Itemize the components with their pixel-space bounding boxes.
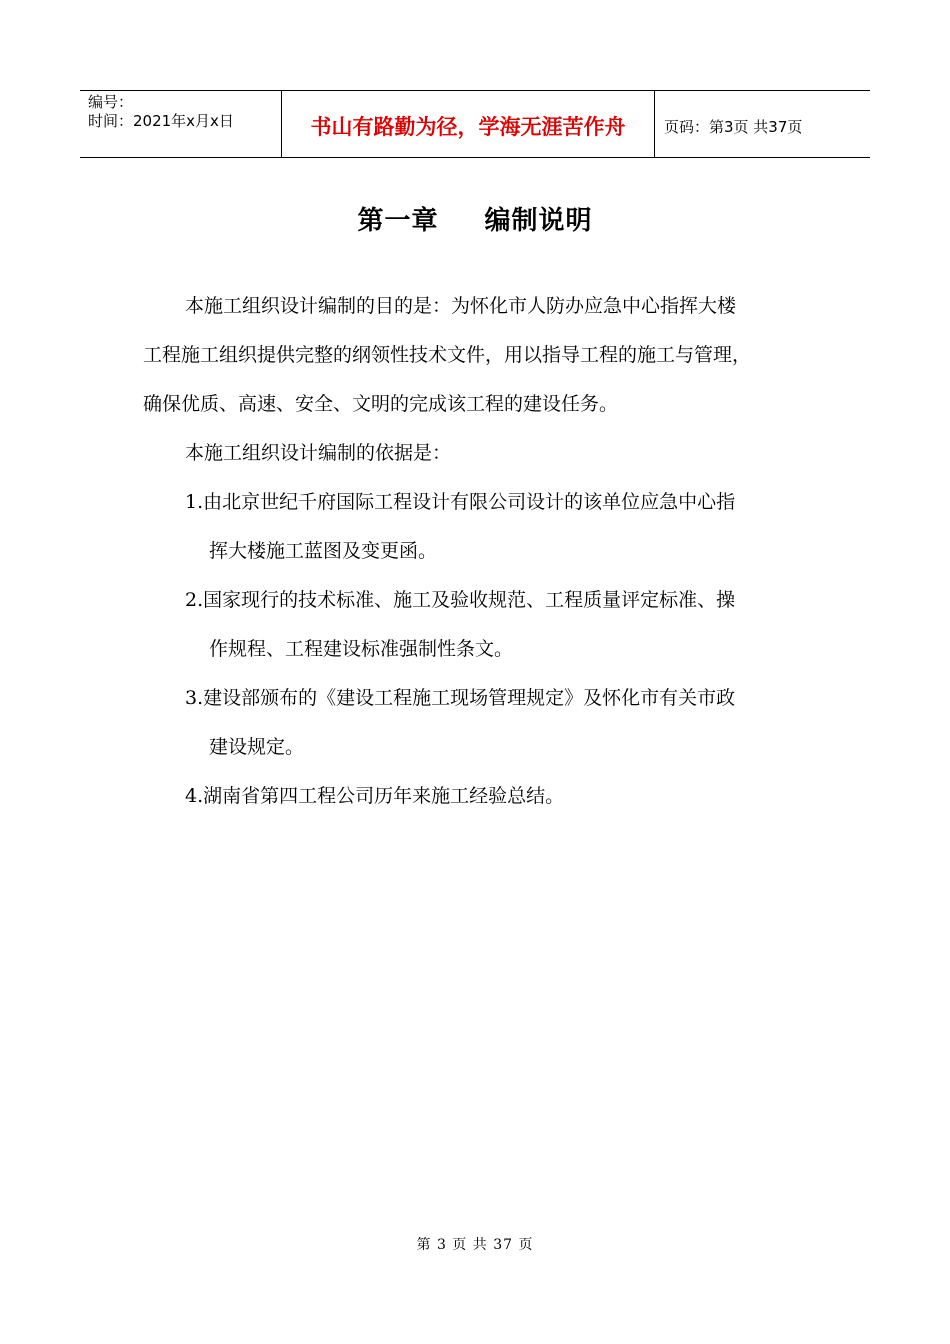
purpose-line-2: 工程施工组织提供完整的纲领性技术文件，用以指导工程的施工与管理，	[143, 344, 752, 366]
basis-item-text: 湖南省第四工程公司历年来施工经验总结。	[203, 785, 565, 807]
basis-item-number: 4.	[185, 785, 204, 807]
basis-item-number: 1.	[185, 491, 204, 513]
basis-item-number: 3.	[185, 687, 204, 709]
basis-item-text: 建设部颁布的《建设工程施工现场管理规定》及怀化市有关市政	[203, 687, 736, 709]
purpose-line-3: 确保优质、高速、安全、文明的完成该工程的建设任务。	[143, 393, 619, 415]
page-header	[80, 90, 870, 158]
document-time-label: 时间：2021年x月x日	[88, 112, 234, 130]
chapter-title	[0, 200, 950, 237]
chapter-name: 编制说明	[484, 206, 593, 236]
basis-item-text-cont: 挥大楼施工蓝图及变更函。	[209, 540, 438, 562]
basis-item-text: 国家现行的技术标准、施工及验收规范、工程质量评定标准、操	[203, 589, 736, 611]
basis-item-text-cont: 建设规定。	[209, 736, 305, 758]
chapter-number: 第一章	[357, 206, 439, 236]
header-meta-cell	[80, 91, 281, 157]
header-page-info: 页码：第3页 共37页	[664, 117, 803, 136]
document-body	[143, 282, 803, 821]
header-motto: 书山有路勤为径，学海无涯苦作舟	[281, 91, 655, 157]
basis-item-2	[143, 576, 803, 674]
basis-intro: 本施工组织设计编制的依据是：	[185, 442, 452, 464]
document-number-label: 编号：	[88, 93, 134, 111]
basis-item-3	[143, 674, 803, 772]
purpose-paragraph	[143, 282, 803, 429]
basis-item-number: 2.	[185, 589, 204, 611]
basis-item-4	[143, 772, 803, 821]
basis-item-text: 由北京世纪千府国际工程设计有限公司设计的该单位应急中心指	[203, 491, 736, 513]
page-footer: 第 3 页 共 37 页	[416, 1237, 534, 1253]
purpose-line-1: 本施工组织设计编制的目的是：为怀化市人防办应急中心指挥大楼	[185, 295, 737, 317]
basis-item-text-cont: 作规程、工程建设标准强制性条文。	[209, 638, 514, 660]
basis-item-1	[143, 478, 803, 576]
